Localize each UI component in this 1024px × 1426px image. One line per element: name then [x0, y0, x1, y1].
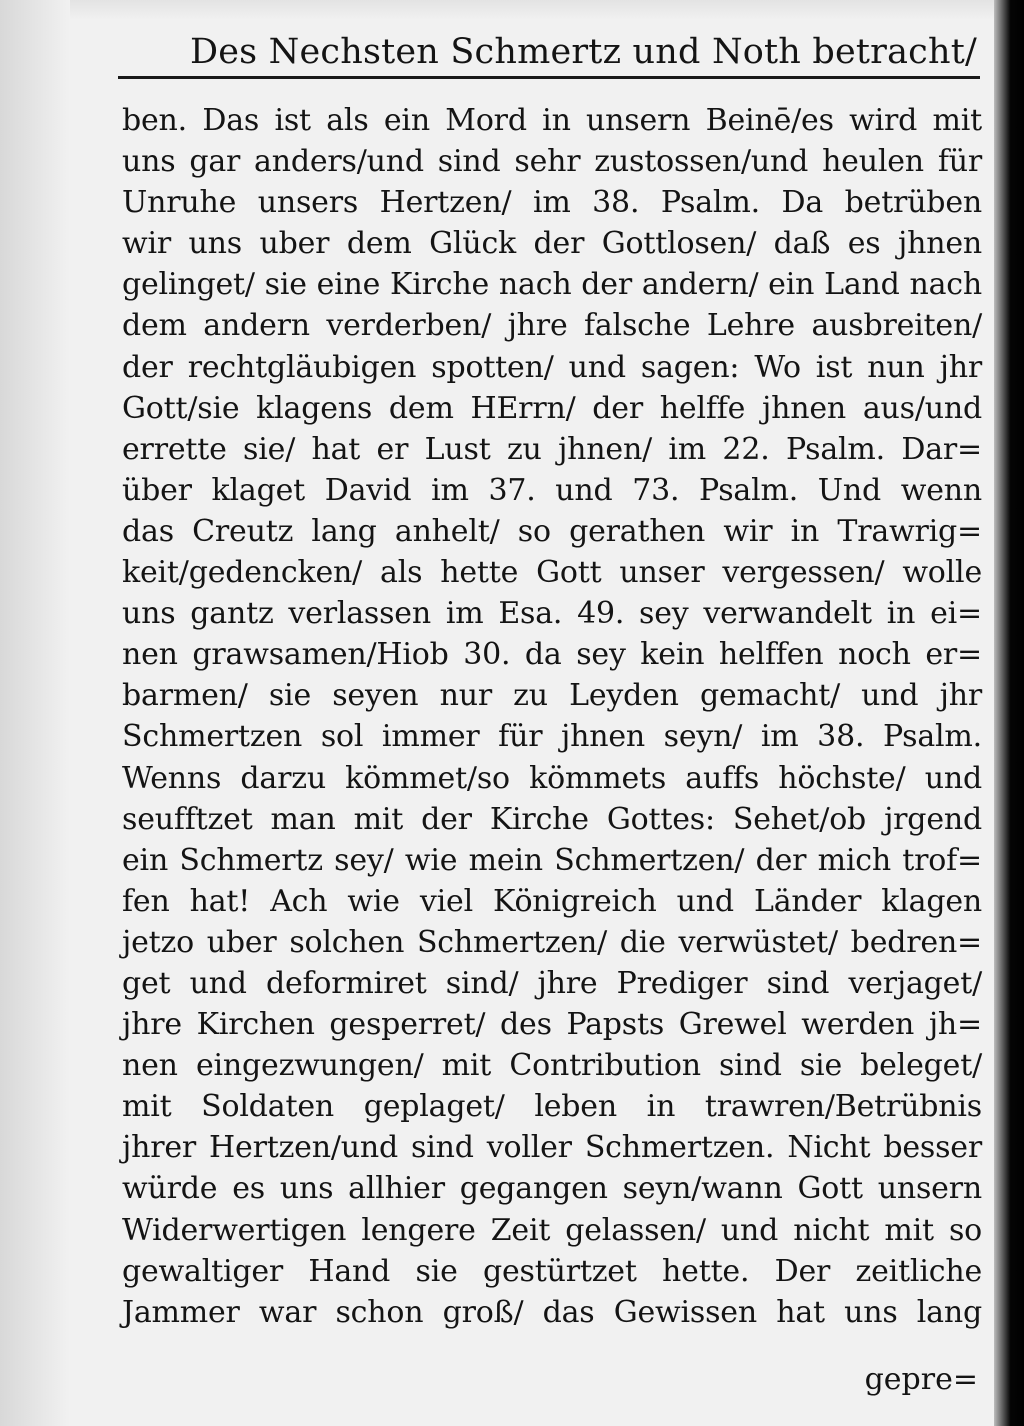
text-line: das Creutz lang anhelt/ so gerathen wir in Trawrig=: [122, 513, 982, 549]
text-line: gewaltiger Hand sie gestürtzet hette. Der zeitliche: [122, 1253, 982, 1289]
text-line: Wenns darzu kömmet/so kömmets auffs höchste/ und: [122, 760, 982, 796]
text-line: jhrer Hertzen/und sind voller Schmertzen. Nicht besser: [122, 1130, 982, 1166]
header-rule: [118, 76, 980, 79]
text-line: wir uns uber dem Glück der Gottlosen/ daß es jhnen: [122, 226, 982, 262]
text-line: jetzo uber solchen Schmertzen/ die verwüstet/ bedren=: [122, 924, 982, 960]
text-line: keit/gedencken/ als hette Gott unser vergessen/ wolle: [122, 555, 982, 591]
text-line: nen grawsamen/Hiob 30. da sey kein helffen noch er=: [122, 637, 982, 673]
scan-border-right: [994, 0, 1024, 1426]
text-line: uns gantz verlassen im Esa. 49. sey verwandelt in ei=: [122, 596, 982, 632]
text-line: ein Schmertz sey/ wie mein Schmertzen/ der mich trof=: [122, 842, 982, 878]
text-line: dem andern verderben/ jhre falsche Lehre ausbreiten/: [122, 308, 982, 344]
text-line: der rechtgläubigen spotten/ und sagen: Wo ist nun jhr: [122, 349, 982, 385]
text-line: uns gar anders/und sind sehr zustossen/und heulen für: [122, 144, 982, 180]
running-head: Des Nechsten Schmertz und Noth betracht/: [190, 32, 977, 72]
book-page: [110, 20, 990, 1410]
text-line: würde es uns allhier gegangen seyn/wann Gott unsern: [122, 1171, 982, 1207]
text-line: über klaget David im 37. und 73. Psalm. Und wenn: [122, 472, 982, 508]
text-line: gelinget/ sie eine Kirche nach der andern/ ein Land nach: [122, 267, 982, 303]
scan-shadow-top: [0, 0, 1024, 20]
text-line: fen hat! Ach wie viel Königreich und Länder klagen: [122, 883, 982, 919]
text-line: Jammer war schon groß/ das Gewissen hat uns lang: [122, 1294, 982, 1330]
scan-shadow-left: [0, 0, 70, 1426]
text-line: barmen/ sie seyen nur zu Leyden gemacht/ und jhr: [122, 678, 982, 714]
text-line: Gott/sie klagens dem HErrn/ der helffe jhnen aus/und: [122, 390, 982, 426]
body-text: [122, 100, 982, 1333]
text-line: mit Soldaten geplaget/ leben in trawren/Betrübnis: [122, 1089, 982, 1125]
text-line: Unruhe unsers Hertzen/ im 38. Psalm. Da betrüben: [122, 185, 982, 221]
text-line: errette sie/ hat er Lust zu jhnen/ im 22. Psalm. Dar=: [122, 431, 982, 467]
text-line: Schmertzen sol immer für jhnen seyn/ im 38. Psalm.: [122, 719, 982, 755]
catchword: gepre=: [864, 1362, 978, 1397]
text-line: Widerwertigen lengere Zeit gelassen/ und nicht mit so: [122, 1212, 982, 1248]
text-line: ben. Das ist als ein Mord in unsern Beinē/es wird mit: [122, 103, 982, 138]
text-line: nen eingezwungen/ mit Contribution sind sie beleget/: [122, 1048, 982, 1084]
text-line: jhre Kirchen gesperret/ des Papsts Grewel werden jh=: [122, 1007, 982, 1043]
text-line: get und deformiret sind/ jhre Prediger sind verjaget/: [122, 965, 982, 1001]
text-line: seufftzet man mit der Kirche Gottes: Sehet/ob jrgend: [122, 801, 982, 837]
